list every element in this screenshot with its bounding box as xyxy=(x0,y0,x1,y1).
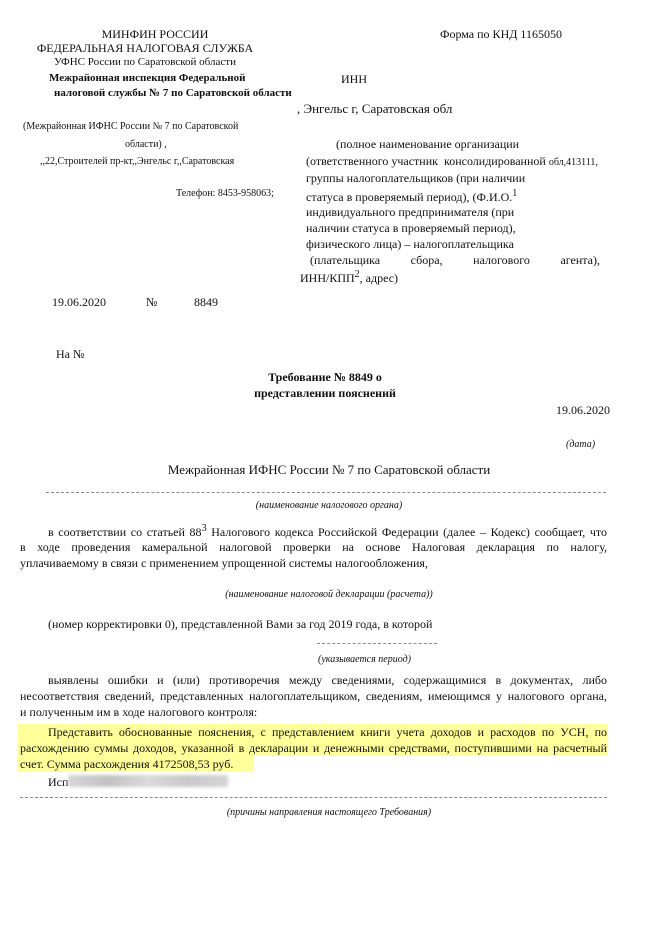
document-number: 8849 xyxy=(194,295,218,309)
highlight-line1: Представить обоснованные пояснения, с представлением книги учета доходов и расходов по УСН, по xyxy=(48,725,607,739)
issuer-address-line2: области) , xyxy=(125,139,167,150)
paragraph1-line3: уплачиваемому в связи с применением упрощенной системы налогообложения, xyxy=(20,556,428,570)
region-office: УФНС России по Саратовской области xyxy=(54,56,236,68)
recipient-desc-line6: наличии статуса в проверяемый период), xyxy=(306,221,516,235)
recipient-desc-line3: группы налогоплательщиков (при наличии xyxy=(306,171,526,185)
requirement-date: 19.06.2020 xyxy=(556,403,610,417)
correction-line: (номер корректировки 0), представленной Вами за год 2019 года, в которой xyxy=(48,617,433,631)
declaration-caption: (наименование налоговой декларации (расчета)) xyxy=(225,589,433,600)
inn-label: ИНН xyxy=(341,72,367,86)
recipient-city: , Энгельс г, Саратовская обл xyxy=(297,101,453,116)
document-number-sign: № xyxy=(146,295,158,309)
reference-line: На № xyxy=(56,347,85,361)
paragraph1-line1: в соответствии со статьей $88^3$ Налогового кодекса Российской Федерации (далее – Кодекс) сообщает, что xyxy=(48,523,607,539)
paragraph2-line1: выявлены ошибки и (или) противоречия между сведениями, содержащимися в документах, либо xyxy=(48,673,607,687)
tax-authority-name: Межрайонная ИФНС России № 7 по Саратовской области xyxy=(167,462,491,477)
form-code: Форма по КНД 1165050 xyxy=(440,27,562,41)
paragraph2-line3: и полученным им в ходе налогового контроля: xyxy=(20,705,258,719)
inspection-line2: налоговой службы № 7 по Саратовской области xyxy=(54,87,292,99)
document-title-line2: представлении пояснений xyxy=(254,386,396,400)
period-underline xyxy=(317,643,437,644)
recipient-desc-line2: (ответственного участник консолидированной обл,413111, xyxy=(306,154,598,168)
inspection-line1: Межрайонная инспекция Федеральной xyxy=(49,72,246,84)
recipient-desc-line1: (полное наименование организации xyxy=(336,137,520,151)
recipient-desc-line4: статуса в проверяемый период), (Ф.И.О.$^1$ xyxy=(306,188,518,204)
document-title-line1: Требование № 8849 о xyxy=(268,370,382,384)
ministry-name: МИНФИН РОССИИ xyxy=(101,27,209,41)
issuer-phone: Телефон: 8453-958063; xyxy=(176,188,274,199)
period-caption: (указывается период) xyxy=(318,654,411,665)
recipient-desc-line8: (плательщика сбора, налогового агента), xyxy=(310,253,600,267)
document-date: 19.06.2020 xyxy=(52,295,106,309)
paragraph1-line2: в ходе проведения камеральной налоговой проверки на основе Налоговая декларация по налогу, xyxy=(20,540,607,554)
highlight-line2: расхождению суммы доходов, указанной в декларации и денежными средствами, поступившими на расчетный xyxy=(20,741,607,755)
redacted-executor-name xyxy=(68,775,228,787)
recipient-desc-line7: физического лица) – налогоплательщика xyxy=(306,237,514,251)
date-caption: (дата) xyxy=(566,439,596,450)
issuer-address-line3: ,,22,Строителей пр-кт,,Энгельс г,,Саратовская xyxy=(40,156,235,167)
reason-underline xyxy=(20,797,607,798)
authority-caption: (наименование налогового органа) xyxy=(255,500,403,511)
authority-underline xyxy=(46,492,606,493)
reason-caption: (причины направления настоящего Требования) xyxy=(226,807,432,818)
recipient-desc-line9: ИНН/КПП$^2$, адрес) xyxy=(300,269,399,285)
highlight-line3: счет. Сумма расхождения 4172508,53 руб. xyxy=(20,757,234,771)
recipient-desc-line5: индивидуального предпринимателя (при xyxy=(306,205,515,219)
paragraph2-line2: несоответствия сведений, представленных налогоплательщиком, сведениям, имеющимся у налогового органа, xyxy=(20,689,607,703)
issuer-address-line1: (Межрайонная ИФНС России № 7 по Саратовской xyxy=(23,121,239,132)
executor-line: Исп xyxy=(48,775,228,790)
service-name: ФЕДЕРАЛЬНАЯ НАЛОГОВАЯ СЛУЖБА xyxy=(36,41,254,55)
